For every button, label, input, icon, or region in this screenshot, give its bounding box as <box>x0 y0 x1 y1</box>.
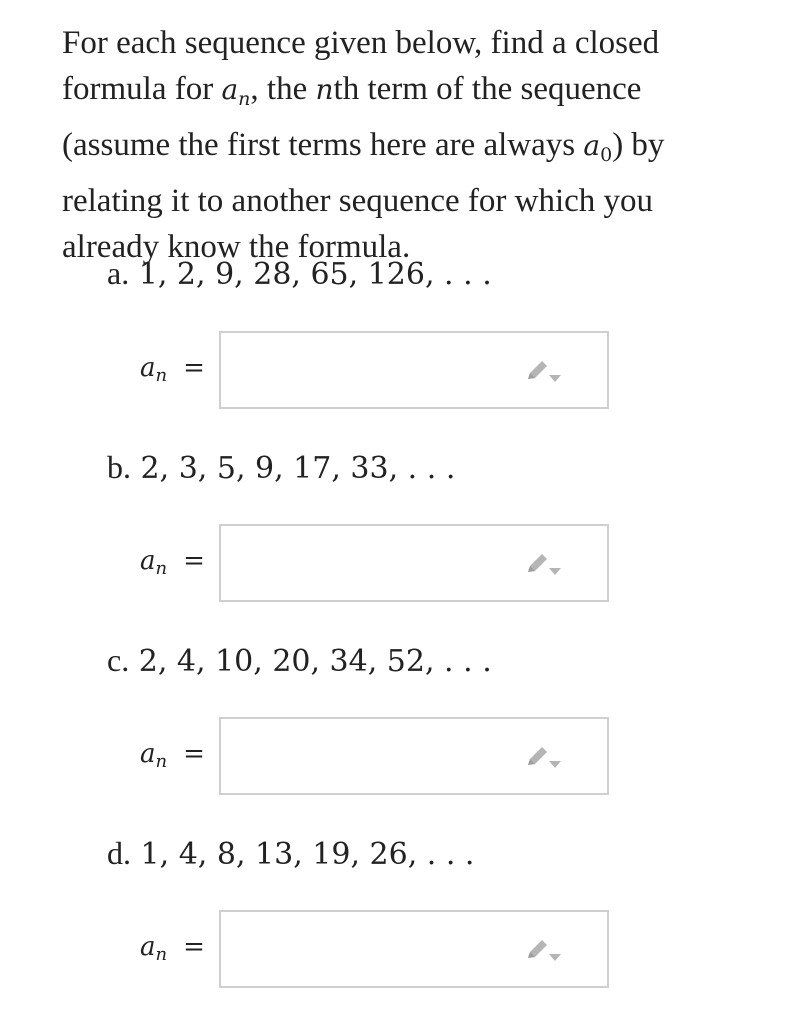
math-a: a <box>221 73 239 106</box>
part-c-answer-input[interactable] <box>219 717 609 795</box>
equals-sign: = <box>183 353 205 383</box>
intro-line-4: relating it to another sequence for which you <box>62 183 654 219</box>
pencil-dropdown-icon[interactable] <box>525 745 561 771</box>
pencil-dropdown-icon[interactable] <box>525 938 561 964</box>
answer-sub: n <box>155 558 168 579</box>
pencil-dropdown-icon[interactable] <box>525 359 561 385</box>
part-b-sequence <box>107 447 455 489</box>
intro-line-1: For each sequence given below, find a closed <box>62 25 660 61</box>
part-b-answer-input[interactable] <box>219 524 609 602</box>
pencil-dropdown-icon[interactable] <box>525 552 561 578</box>
part-c-sequence <box>107 640 492 682</box>
part-a-answer-row <box>0 331 802 409</box>
answer-var: a <box>140 739 156 769</box>
answer-sub: n <box>155 944 168 965</box>
answer-sub: n <box>155 365 168 386</box>
intro-text: (assume the first terms here are always <box>62 127 584 163</box>
math-a: a <box>583 129 601 162</box>
intro-line-5: already know the formula. <box>62 229 411 265</box>
math-sub-n: n <box>238 88 251 110</box>
problem-statement <box>62 20 702 270</box>
intro-line-2 <box>62 66 702 122</box>
answer-label <box>140 932 205 965</box>
part-label: d. <box>107 835 131 871</box>
part-b-answer-row <box>0 524 802 602</box>
intro-line-3 <box>62 122 702 178</box>
sequence-values: 1, 4, 8, 13, 19, 26, . . . <box>140 837 475 872</box>
intro-text: formula for <box>62 71 222 107</box>
math-sub-0: 0 <box>600 144 613 166</box>
equals-sign: = <box>183 739 205 769</box>
sequence-values: 1, 2, 9, 28, 65, 126, . . . <box>138 257 492 292</box>
answer-var: a <box>140 932 156 962</box>
part-a-answer-input[interactable] <box>219 331 609 409</box>
answer-label <box>140 353 205 386</box>
intro-text: th term of the sequence <box>333 71 642 107</box>
equals-sign: = <box>183 546 205 576</box>
answer-label <box>140 739 205 772</box>
answer-label <box>140 546 205 579</box>
part-d-answer-input[interactable] <box>219 910 609 988</box>
answer-sub: n <box>155 751 168 772</box>
equals-sign: = <box>183 932 205 962</box>
part-label: c. <box>107 642 130 678</box>
part-d-answer-row <box>0 910 802 988</box>
sequence-values: 2, 4, 10, 20, 34, 52, . . . <box>138 644 492 679</box>
sequence-values: 2, 3, 5, 9, 17, 33, . . . <box>140 451 456 486</box>
part-label: a. <box>107 255 130 291</box>
answer-var: a <box>140 546 156 576</box>
answer-var: a <box>140 353 156 383</box>
part-c-answer-row <box>0 717 802 795</box>
part-d-sequence <box>107 833 474 875</box>
intro-text: ) by <box>612 127 665 163</box>
math-n: n <box>315 73 334 106</box>
part-label: b. <box>107 449 131 485</box>
part-a-sequence <box>107 253 492 295</box>
intro-text: , the <box>250 71 316 107</box>
